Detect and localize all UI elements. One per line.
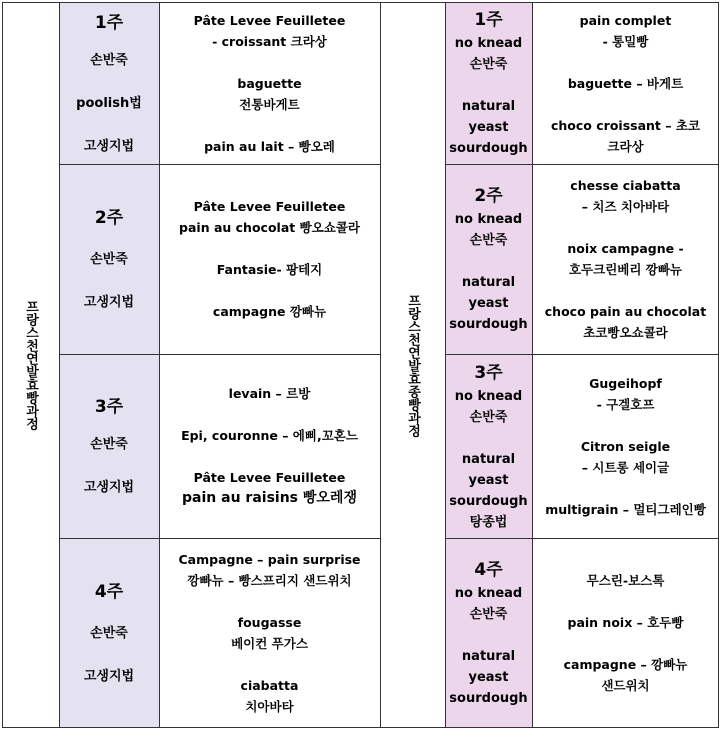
method: natural: [461, 649, 516, 664]
item-line: 크라상: [607, 138, 644, 154]
week-label: 1주: [94, 12, 124, 33]
col-divider: [159, 2, 160, 728]
item-line: Pâte Levee Feuilletee: [193, 199, 346, 214]
item-line: multigrain – 멀티그레인빵: [545, 501, 706, 517]
week-label: 2주: [94, 208, 124, 228]
item-line: fougasse: [237, 615, 302, 630]
col-divider: [59, 2, 60, 728]
right-week4-items: [532, 538, 719, 728]
right-week4-methods: [445, 538, 532, 728]
method: 손반죽: [90, 437, 128, 452]
method: 탕종법: [469, 514, 508, 530]
method: 손반죽: [90, 626, 128, 641]
item-line: 깡빠뉴 – 빵스프리지 샌드위치: [187, 573, 352, 588]
left-course-title-cell: [2, 2, 59, 728]
method: 손반죽: [469, 607, 508, 622]
item-line: pain au chocolat 빵오쇼콜라: [179, 220, 360, 235]
method: sourdough: [449, 141, 528, 156]
item-line: choco pain au chocolat: [544, 304, 707, 319]
right-course-title-cell: [380, 2, 445, 728]
item-line: - croissant 크라상: [212, 33, 327, 49]
border-top: [2, 2, 719, 3]
item-line: campagne 깡빠뉴: [212, 304, 327, 319]
method: natural: [461, 451, 516, 467]
right-week2-methods: [445, 164, 532, 354]
week-label: 4주: [94, 582, 124, 602]
method: natural: [461, 275, 516, 290]
method: 손반죽: [469, 57, 508, 72]
col-divider: [532, 2, 533, 728]
method: no knead: [454, 388, 523, 404]
item-line: - 통밀빵: [602, 33, 649, 49]
item-line: 전통바게트: [239, 96, 300, 112]
row-divider-right: [445, 164, 719, 165]
left-week3-items: [159, 354, 380, 538]
item-line: Gugeihopf: [589, 375, 662, 391]
week-label: 4주: [474, 560, 503, 580]
item-line: 무스린-보스톡: [586, 573, 665, 588]
border-bottom: [2, 727, 719, 728]
row-divider-left: [59, 164, 380, 165]
curriculum-table: [2, 2, 719, 728]
item-line: ciabatta: [240, 678, 299, 693]
method: sourdough: [449, 493, 528, 509]
row-divider-right: [445, 354, 719, 355]
item-line: – 치즈 치아바타: [581, 199, 670, 214]
method: poolish법: [76, 95, 142, 111]
method: no knead: [454, 586, 523, 601]
item-line: 샌드위치: [601, 678, 650, 693]
item-line: chesse ciabatta: [570, 178, 681, 193]
item-line: Fantasie- 팡테지: [216, 262, 323, 277]
row-divider-left: [59, 538, 380, 539]
method: 손반죽: [469, 409, 508, 425]
method: yeast: [468, 670, 509, 685]
item-line: baguette – 바게트: [567, 75, 684, 91]
item-line: – 시트롱 세이글: [581, 459, 670, 475]
method: 고생지법: [83, 480, 135, 495]
col-divider: [445, 2, 446, 728]
item-line: levain – 르방: [228, 386, 311, 401]
right-week1-methods: [445, 2, 532, 164]
item-line: choco croissant – 초코: [551, 117, 700, 133]
method: yeast: [468, 472, 509, 488]
method: sourdough: [449, 691, 528, 706]
item-line: baguette: [237, 75, 302, 91]
left-week1-methods: [59, 2, 159, 164]
item-line: Pâte Levee Feuilletee: [193, 470, 346, 485]
method: 고생지법: [83, 669, 135, 684]
row-divider-left: [59, 354, 380, 355]
method: no knead: [454, 36, 523, 51]
item-line: 베이컨 푸가스: [231, 636, 308, 651]
method: 고생지법: [83, 295, 135, 310]
item-line: Epi, couronne – 에삐,꼬혼느: [181, 428, 358, 443]
right-week2-items: [532, 164, 719, 354]
method: yeast: [468, 296, 509, 311]
item-line: 초코빵오쇼콜라: [583, 325, 668, 340]
right-week1-items: [532, 2, 719, 164]
left-week4-items: [159, 538, 380, 728]
item-line: pain noix – 호두빵: [567, 615, 684, 630]
method: 손반죽: [469, 233, 508, 248]
left-week1-items: [159, 2, 380, 164]
item-line: Pâte Levee Feuilletee: [193, 12, 346, 28]
method: no knead: [454, 212, 523, 227]
item-line: pain au raisins 빵오레쟁: [182, 490, 357, 506]
right-week3-items: [532, 354, 719, 538]
method: natural: [461, 99, 516, 114]
week-label: 3주: [94, 397, 124, 417]
border-left: [2, 2, 3, 728]
item-line: pain au lait – 빵오레: [204, 138, 335, 154]
left-week4-methods: [59, 538, 159, 728]
method: yeast: [468, 120, 509, 135]
item-line: 호두크린베리 깡빠뉴: [568, 262, 682, 277]
week-label: 2주: [474, 186, 503, 206]
item-line: 치아바타: [245, 699, 294, 714]
right-course-title: 프랑스천연발효종빵과정: [405, 293, 420, 437]
left-course-title: 프랑스천연발효빵과정: [23, 300, 38, 430]
row-divider-right: [445, 538, 719, 539]
item-line: pain complet: [579, 12, 672, 28]
week-label: 1주: [474, 10, 503, 30]
item-line: noix campagne -: [567, 241, 684, 256]
method: 손반죽: [90, 52, 128, 68]
left-week2-items: [159, 164, 380, 354]
border-right: [718, 2, 719, 728]
method: 고생지법: [83, 138, 135, 154]
left-week2-methods: [59, 164, 159, 354]
item-line: Campagne – pain surprise: [178, 552, 361, 567]
method: 손반죽: [90, 252, 128, 267]
week-label: 3주: [474, 362, 503, 383]
left-week3-methods: [59, 354, 159, 538]
col-divider: [380, 2, 381, 728]
right-week3-methods: [445, 354, 532, 538]
item-line: - 구겔호프: [596, 396, 655, 412]
item-line: Citron seigle: [580, 438, 671, 454]
method: sourdough: [449, 317, 528, 332]
item-line: campagne – 깡빠뉴: [563, 657, 688, 672]
